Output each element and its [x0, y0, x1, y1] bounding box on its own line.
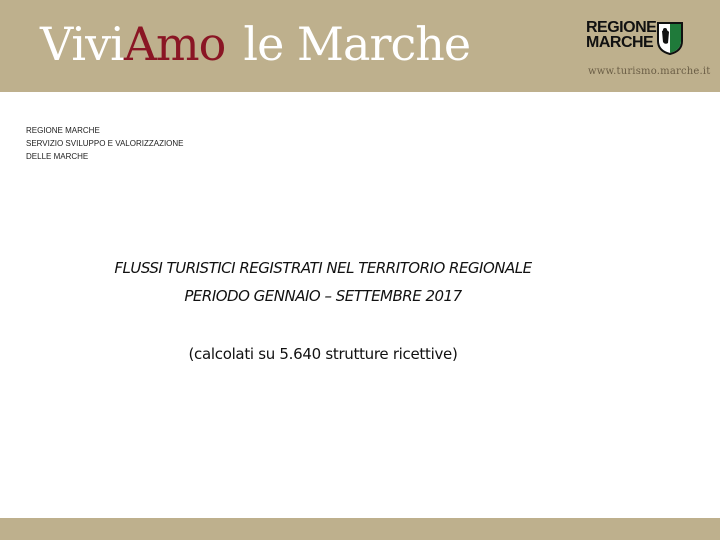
brand-logotype — [40, 14, 470, 74]
footer-band — [0, 518, 720, 540]
title-line-2: PERIODO GENNAIO – SETTEMBRE 2017 — [184, 287, 462, 305]
org-line-service: SERVIZIO SVILUPPO E VALORIZZAZIONE — [26, 139, 184, 148]
logo-line-marche: MARCHE — [586, 34, 654, 51]
document-subtitle: (calcolati su 5.640 strutture ricettive) — [188, 345, 458, 363]
brand-part-amo: Amo — [123, 17, 226, 71]
regione-marche-logo-text — [586, 20, 656, 50]
document-title — [0, 254, 646, 310]
logo-website-url: www.turismo.marche.it — [588, 66, 711, 77]
org-line-service-cont: DELLE MARCHE — [26, 152, 89, 161]
logo-line-regione: REGIONE — [586, 19, 657, 36]
brand-part-vivi: Vivi — [40, 17, 124, 71]
shield-emblem-icon — [656, 21, 684, 55]
organization-block — [26, 124, 184, 163]
org-line-region: REGIONE MARCHE — [26, 126, 100, 135]
title-line-1: FLUSSI TURISTICI REGISTRATI NEL TERRITORIO REGIONALE — [114, 259, 532, 277]
brand-part-le-marche: le Marche — [243, 17, 471, 71]
header-band — [0, 0, 720, 92]
